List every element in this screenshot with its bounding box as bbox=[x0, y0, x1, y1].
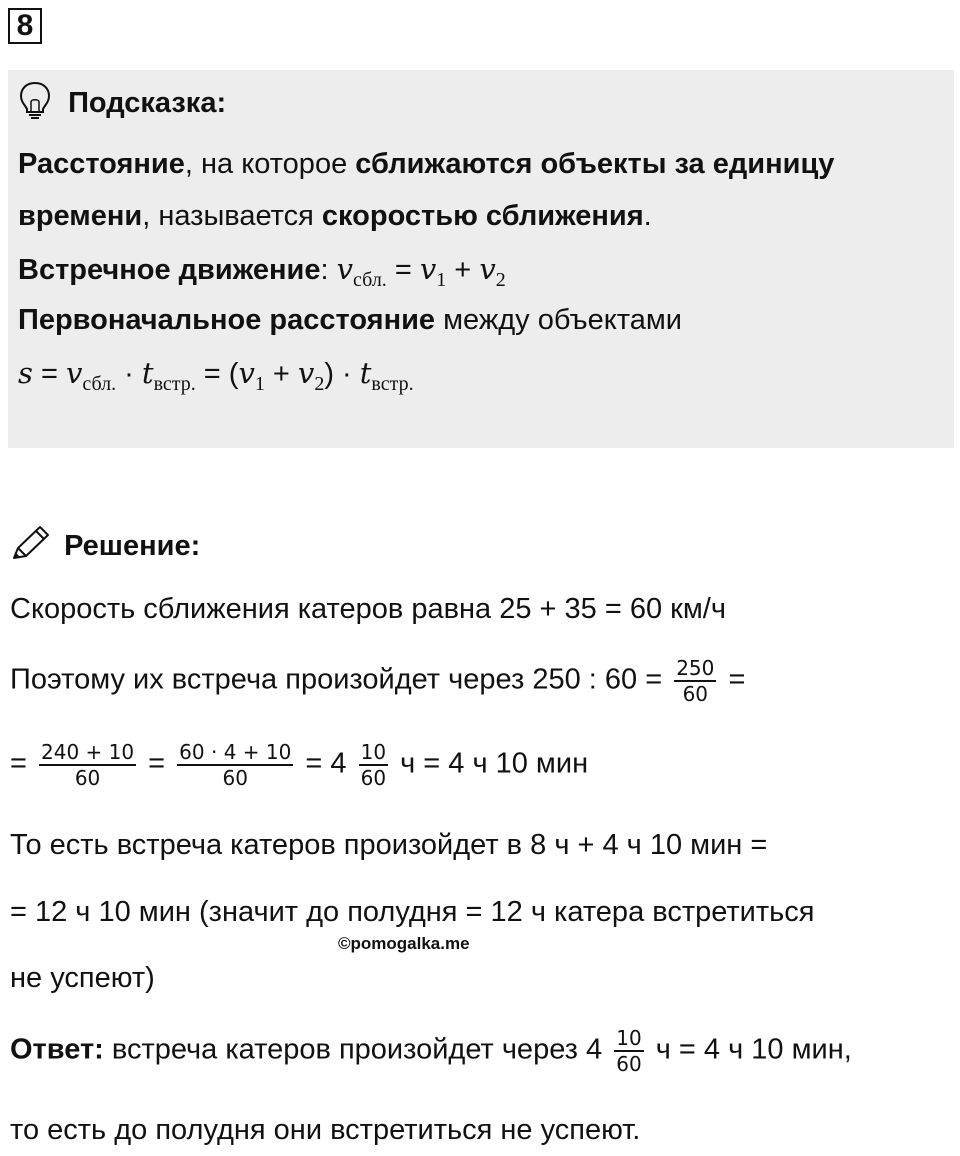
formula-var: v bbox=[479, 252, 496, 286]
solution-text: = bbox=[140, 747, 174, 780]
fraction-denominator: 60 bbox=[616, 1052, 642, 1076]
fraction-numerator: 240 + 10 bbox=[41, 740, 135, 764]
formula-var: v bbox=[336, 252, 354, 286]
answer-text: ч = 4 ч 10 мин, bbox=[647, 1033, 852, 1066]
solution-text: ч = 4 ч 10 мин bbox=[392, 747, 589, 780]
fraction-numerator: 60 · 4 + 10 bbox=[179, 740, 292, 764]
formula-sub: 1 bbox=[254, 373, 265, 395]
term-initial-distance: Первоначальное расстояние bbox=[18, 304, 436, 336]
hint-line-3 bbox=[18, 252, 506, 291]
formula-var: t bbox=[359, 356, 372, 390]
formula-var: v bbox=[297, 356, 315, 390]
hint-text: между объектами bbox=[435, 304, 682, 336]
answer-line-1 bbox=[10, 1026, 852, 1076]
term-distance: Расстояние bbox=[18, 148, 185, 180]
formula-sub: 2 bbox=[314, 373, 325, 395]
answer-text: встреча катеров произойдет через 4 bbox=[103, 1033, 611, 1066]
watermark: ©pomogalka.me bbox=[338, 934, 470, 953]
hint-text: , на которое bbox=[184, 148, 356, 180]
formula-var: v bbox=[65, 356, 83, 390]
solution-title: Решение: bbox=[64, 529, 201, 562]
solution-line-5: = 12 ч 10 мин (значит до полудня = 12 ч катера встретиться bbox=[10, 896, 815, 928]
hint-title: Подсказка: bbox=[68, 86, 227, 119]
fraction-denominator: 60 bbox=[74, 766, 101, 790]
solution-text: = bbox=[10, 747, 35, 780]
formula-sub: встр. bbox=[153, 373, 196, 395]
fraction-240-plus-10 bbox=[39, 740, 136, 790]
solution-text: = bbox=[720, 663, 746, 696]
hint-line-4 bbox=[18, 304, 682, 337]
fraction-numerator: 10 bbox=[360, 740, 387, 764]
formula-op: + bbox=[446, 254, 480, 286]
formula-sub: сбл. bbox=[353, 269, 387, 291]
formula-op: ) · bbox=[324, 358, 360, 390]
hint-title-row bbox=[18, 80, 226, 128]
formula-op: = bbox=[386, 254, 420, 286]
hint-line-5 bbox=[18, 356, 414, 395]
formula-op: = ( bbox=[195, 358, 239, 390]
fraction-numerator: 250 bbox=[676, 656, 715, 680]
fraction-denominator: 60 bbox=[222, 766, 248, 790]
formula-sub: встр. bbox=[371, 373, 414, 395]
formula-op: + bbox=[264, 358, 298, 390]
solution-line-4: То есть встреча катеров произойдет в 8 ч + 4 ч 10 мин = bbox=[10, 829, 768, 861]
answer-line-2: то есть до полудня они встретиться не успеют. bbox=[10, 1114, 641, 1146]
fraction-10-60 bbox=[359, 740, 388, 790]
task-number: 8 bbox=[8, 8, 42, 44]
answer-label: Ответ: bbox=[10, 1033, 104, 1066]
fraction-denominator: 60 bbox=[682, 682, 709, 706]
fraction-denominator: 60 bbox=[360, 766, 387, 790]
formula-var: v bbox=[419, 252, 437, 286]
formula-var: v bbox=[238, 356, 255, 390]
formula-sub: сбл. bbox=[82, 373, 117, 395]
formula-var: s bbox=[18, 356, 33, 390]
formula-op: · bbox=[116, 358, 142, 390]
solution-line-3 bbox=[10, 740, 588, 790]
term-approach: сближаются объекты за единицу bbox=[355, 148, 835, 180]
term-time: времени bbox=[18, 200, 143, 232]
pencil-icon bbox=[10, 524, 52, 570]
solution-title-row bbox=[10, 524, 200, 570]
solution-text: Поэтому их встреча произойдет через 250 : 60 = bbox=[10, 663, 671, 696]
solution-line-2 bbox=[10, 656, 745, 706]
hint-line-1 bbox=[18, 148, 834, 181]
hint-text: , называется bbox=[142, 200, 322, 232]
fraction-numerator: 10 bbox=[616, 1026, 642, 1050]
formula-sub: 1 bbox=[436, 269, 447, 291]
fraction-60x4-plus-10 bbox=[177, 740, 293, 790]
lightbulb-icon bbox=[18, 80, 52, 128]
fraction-10-60 bbox=[614, 1026, 643, 1076]
formula-var: t bbox=[141, 356, 154, 390]
formula-sub: 2 bbox=[495, 269, 506, 291]
hint-text: . bbox=[643, 200, 652, 232]
solution-line-1: Скорость сближения катеров равна 25 + 35 = 60 км/ч bbox=[10, 593, 726, 625]
fraction-250-60 bbox=[674, 656, 716, 706]
hint-text: : bbox=[320, 254, 337, 286]
term-head-on: Встречное движение bbox=[18, 254, 321, 286]
formula-op: = bbox=[32, 358, 66, 390]
solution-line-6: не успеют) bbox=[10, 962, 155, 994]
term-approach-speed: скоростью сближения bbox=[321, 200, 644, 232]
solution-text: = 4 bbox=[297, 747, 355, 780]
hint-line-2 bbox=[18, 200, 652, 233]
